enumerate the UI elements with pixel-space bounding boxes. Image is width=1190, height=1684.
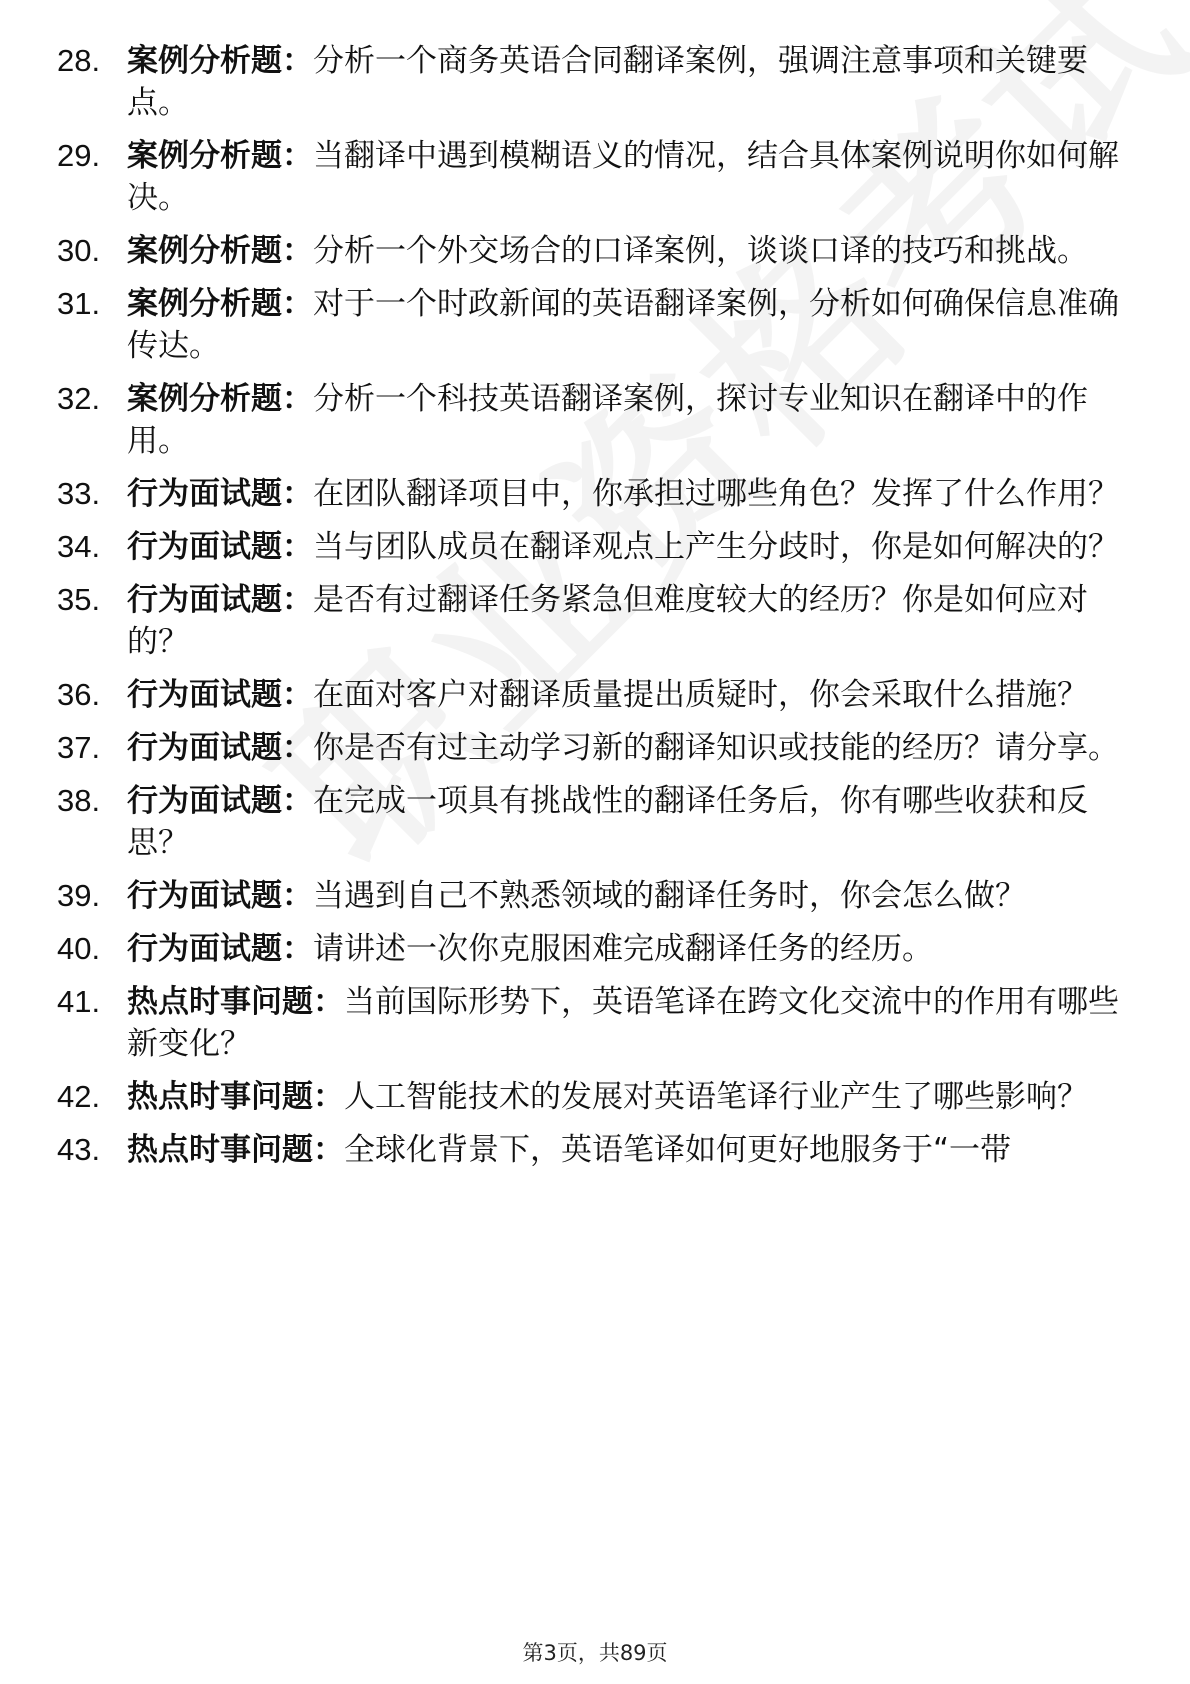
question-item (0, 780, 1190, 864)
question-number: 29. (57, 138, 101, 173)
question-category: 行为面试题： (127, 677, 313, 713)
question-category: 案例分析题： (127, 138, 313, 174)
question-category: 行为面试题： (127, 476, 313, 512)
question-number: 28. (57, 43, 101, 78)
question-category: 行为面试题： (127, 878, 313, 914)
question-category: 热点时事问题： (127, 984, 344, 1020)
question-number: 30. (57, 233, 101, 268)
question-item (0, 1129, 1190, 1171)
question-item (0, 135, 1190, 219)
question-category: 行为面试题： (127, 730, 313, 766)
question-item (0, 473, 1190, 515)
question-text: 请讲述一次你克服困难完成翻译任务的经历。 (313, 931, 933, 967)
question-item (0, 928, 1190, 970)
question-text: 分析一个商务英语合同翻译案例，强调注意事项和关键要点。 (127, 43, 1088, 121)
question-number: 38. (57, 783, 101, 818)
question-category: 案例分析题： (127, 381, 313, 417)
question-text: 分析一个科技英语翻译案例，探讨专业知识在翻译中的作用。 (127, 381, 1088, 459)
question-number: 37. (57, 730, 101, 765)
question-number: 41. (57, 984, 101, 1019)
question-text: 当翻译中遇到模糊语义的情况，结合具体案例说明你如何解决。 (127, 138, 1119, 216)
page-footer: 第3页，共89页 (522, 1641, 668, 1665)
question-category: 案例分析题： (127, 233, 313, 269)
question-number: 43. (57, 1132, 101, 1167)
question-number: 36. (57, 677, 101, 712)
question-number: 32. (57, 381, 101, 416)
question-item (0, 230, 1190, 272)
question-text: 是否有过翻译任务紧急但难度较大的经历？你是如何应对的？ (127, 582, 1088, 660)
question-category: 案例分析题： (127, 43, 313, 79)
question-text: 分析一个外交场合的口译案例，谈谈口译的技巧和挑战。 (313, 233, 1088, 269)
question-text: 你是否有过主动学习新的翻译知识或技能的经历？请分享。 (313, 730, 1119, 766)
question-category: 行为面试题： (127, 529, 313, 565)
page-content (0, 40, 1190, 1182)
question-text: 当遇到自己不熟悉领域的翻译任务时，你会怎么做？ (313, 878, 1026, 914)
question-item (0, 40, 1190, 124)
question-number: 40. (57, 931, 101, 966)
question-item (0, 1076, 1190, 1118)
question-list (0, 40, 1190, 1171)
question-text: 人工智能技术的发展对英语笔译行业产生了哪些影响？ (344, 1079, 1088, 1115)
question-item (0, 283, 1190, 367)
question-category: 热点时事问题： (127, 1132, 344, 1168)
question-item (0, 378, 1190, 462)
question-category: 行为面试题： (127, 582, 313, 618)
question-number: 31. (57, 286, 101, 321)
question-text: 对于一个时政新闻的英语翻译案例，分析如何确保信息准确传达。 (127, 286, 1119, 364)
question-text: 全球化背景下，英语笔译如何更好地服务于“一带 (344, 1132, 1012, 1168)
question-category: 行为面试题： (127, 931, 313, 967)
question-text: 在面对客户对翻译质量提出质疑时，你会采取什么措施？ (313, 677, 1088, 713)
question-item (0, 579, 1190, 663)
question-item (0, 526, 1190, 568)
question-text: 当前国际形势下，英语笔译在跨文化交流中的作用有哪些新变化？ (127, 984, 1119, 1062)
question-item (0, 981, 1190, 1065)
question-category: 案例分析题： (127, 286, 313, 322)
question-number: 42. (57, 1079, 101, 1114)
question-item (0, 875, 1190, 917)
question-text: 在团队翻译项目中，你承担过哪些角色？发挥了什么作用？ (313, 476, 1119, 512)
question-number: 39. (57, 878, 101, 913)
question-text: 当与团队成员在翻译观点上产生分歧时，你是如何解决的？ (313, 529, 1119, 565)
question-category: 行为面试题： (127, 783, 313, 819)
question-number: 35. (57, 582, 101, 617)
question-text: 在完成一项具有挑战性的翻译任务后，你有哪些收获和反思？ (127, 783, 1088, 861)
question-category: 热点时事问题： (127, 1079, 344, 1115)
question-number: 34. (57, 529, 101, 564)
question-item (0, 674, 1190, 716)
question-number: 33. (57, 476, 101, 511)
question-item (0, 727, 1190, 769)
